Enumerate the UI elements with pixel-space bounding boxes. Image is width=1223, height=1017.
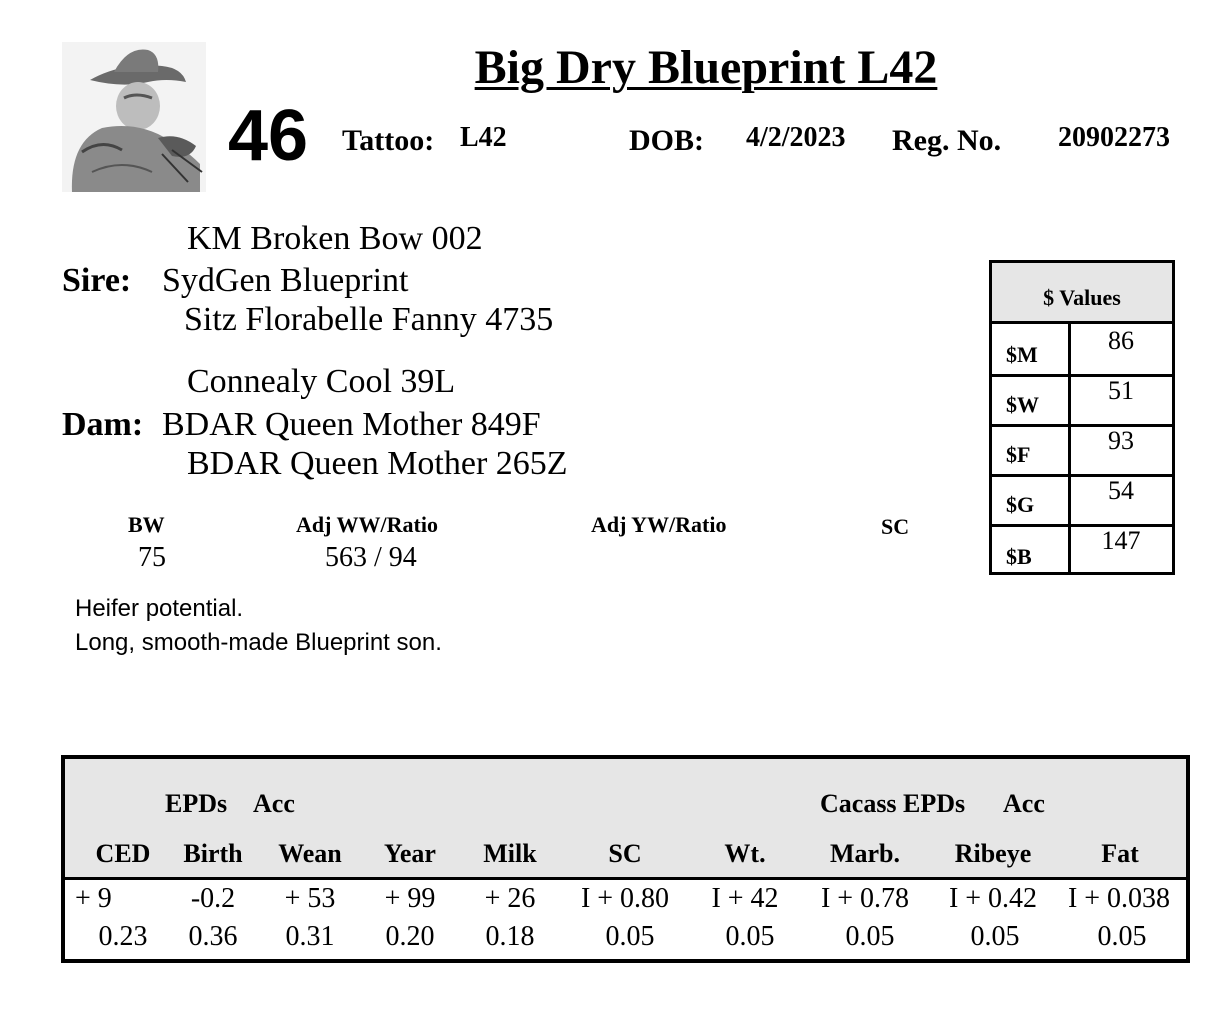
comments — [75, 592, 442, 660]
epd-value-milk: + 26 — [484, 883, 536, 914]
epd-value-marb: I + 0.78 — [820, 883, 910, 914]
tattoo-value: L42 — [460, 122, 507, 153]
epd-col-year: Year — [384, 839, 436, 868]
epd-value-wean: + 53 — [284, 883, 336, 914]
epd-value-ced: + 9 — [75, 883, 112, 914]
acc-value-ribeye: 0.05 — [970, 921, 1020, 952]
epd-table — [61, 755, 1190, 963]
epd-value-fat: I + 0.038 — [1067, 883, 1171, 914]
dollar-value-label: $B — [1006, 544, 1032, 569]
sc-header: SC — [881, 514, 910, 539]
acc-value-wean: 0.31 — [285, 921, 335, 952]
acc-value-ced: 0.23 — [98, 921, 148, 952]
ranch-logo — [62, 42, 206, 192]
dollar-values-title: $ Values — [992, 263, 1172, 324]
epd-acc-label: Acc — [253, 789, 295, 818]
bw-value: 75 — [138, 542, 166, 573]
adj-ww-header: Adj WW/Ratio — [296, 512, 438, 537]
carcass-epd-group-label: Cacass EPDs — [820, 789, 966, 818]
dollar-value-row — [992, 524, 1172, 572]
dollar-value-label: $M — [1006, 342, 1038, 367]
acc-value-year: 0.20 — [385, 921, 435, 952]
comment-line: Heifer potential. — [75, 595, 244, 622]
dollar-value-number: 51 — [1108, 376, 1134, 405]
reg-no-label: Reg. No. — [892, 124, 1002, 157]
epd-col-sc: SC — [608, 839, 642, 868]
dob-value: 4/2/2023 — [746, 122, 846, 153]
sire-dam: Sitz Florabelle Fanny 4735 — [184, 301, 554, 338]
tattoo-label: Tattoo: — [342, 124, 435, 157]
epd-col-ribeye: Ribeye — [954, 839, 1032, 868]
epd-value-year: + 99 — [384, 883, 436, 914]
dollar-value-row — [992, 474, 1172, 527]
lot-number: 46 — [228, 96, 309, 176]
epd-col-wean: Wean — [278, 839, 342, 868]
dam-name: BDAR Queen Mother 849F — [162, 406, 541, 443]
animal-name-title: Big Dry Blueprint L42 — [474, 41, 938, 94]
acc-value-sc: 0.05 — [605, 921, 655, 952]
dollar-value-label: $G — [1006, 492, 1035, 517]
acc-value-fat: 0.05 — [1097, 921, 1147, 952]
dollar-value-number: 93 — [1108, 426, 1134, 455]
dam-label: Dam: — [62, 406, 144, 443]
dollar-value-label: $F — [1006, 442, 1031, 467]
epd-col-ced: CED — [95, 839, 151, 868]
epd-table-header — [65, 759, 1186, 880]
epd-col-wt: Wt. — [724, 839, 766, 868]
dam-dam: BDAR Queen Mother 265Z — [187, 445, 568, 482]
reg-no-value: 20902273 — [1058, 122, 1170, 153]
bw-header: BW — [128, 512, 165, 537]
epd-col-marb: Marb. — [829, 839, 901, 868]
acc-value-marb: 0.05 — [845, 921, 895, 952]
epd-value-birth: -0.2 — [190, 883, 236, 914]
dollar-value-number: 86 — [1108, 326, 1134, 355]
comment-line: Long, smooth-made Blueprint son. — [75, 629, 442, 656]
epd-col-milk: Milk — [483, 839, 537, 868]
epd-value-sc: I + 0.80 — [580, 883, 670, 914]
dam-sire: Connealy Cool 39L — [187, 363, 456, 400]
dollar-value-label: $W — [1006, 392, 1039, 417]
dollar-value-number: 147 — [1101, 526, 1141, 555]
acc-value-birth: 0.36 — [188, 921, 238, 952]
dollar-value-row — [992, 374, 1172, 427]
dollar-value-number: 54 — [1108, 476, 1134, 505]
adj-yw-header: Adj YW/Ratio — [591, 512, 727, 537]
epd-col-fat: Fat — [1101, 839, 1139, 868]
dollar-value-row — [992, 424, 1172, 477]
acc-value-milk: 0.18 — [485, 921, 535, 952]
adj-ww-value: 563 / 94 — [325, 542, 417, 573]
dollar-value-row — [992, 324, 1172, 377]
sire-name: SydGen Blueprint — [162, 262, 409, 299]
epd-value-ribeye: I + 0.42 — [948, 883, 1038, 914]
epd-group-label: EPDs — [165, 789, 228, 818]
epd-col-birth: Birth — [183, 839, 243, 868]
dob-label: DOB: — [629, 124, 704, 157]
cowboy-sketch-icon — [62, 42, 206, 192]
sire-sire: KM Broken Bow 002 — [187, 220, 483, 257]
dollar-values-table — [989, 260, 1175, 575]
sire-label: Sire: — [62, 262, 132, 299]
epd-value-wt: I + 42 — [711, 883, 779, 914]
acc-value-wt: 0.05 — [725, 921, 775, 952]
carcass-acc-label: Acc — [1003, 789, 1045, 818]
